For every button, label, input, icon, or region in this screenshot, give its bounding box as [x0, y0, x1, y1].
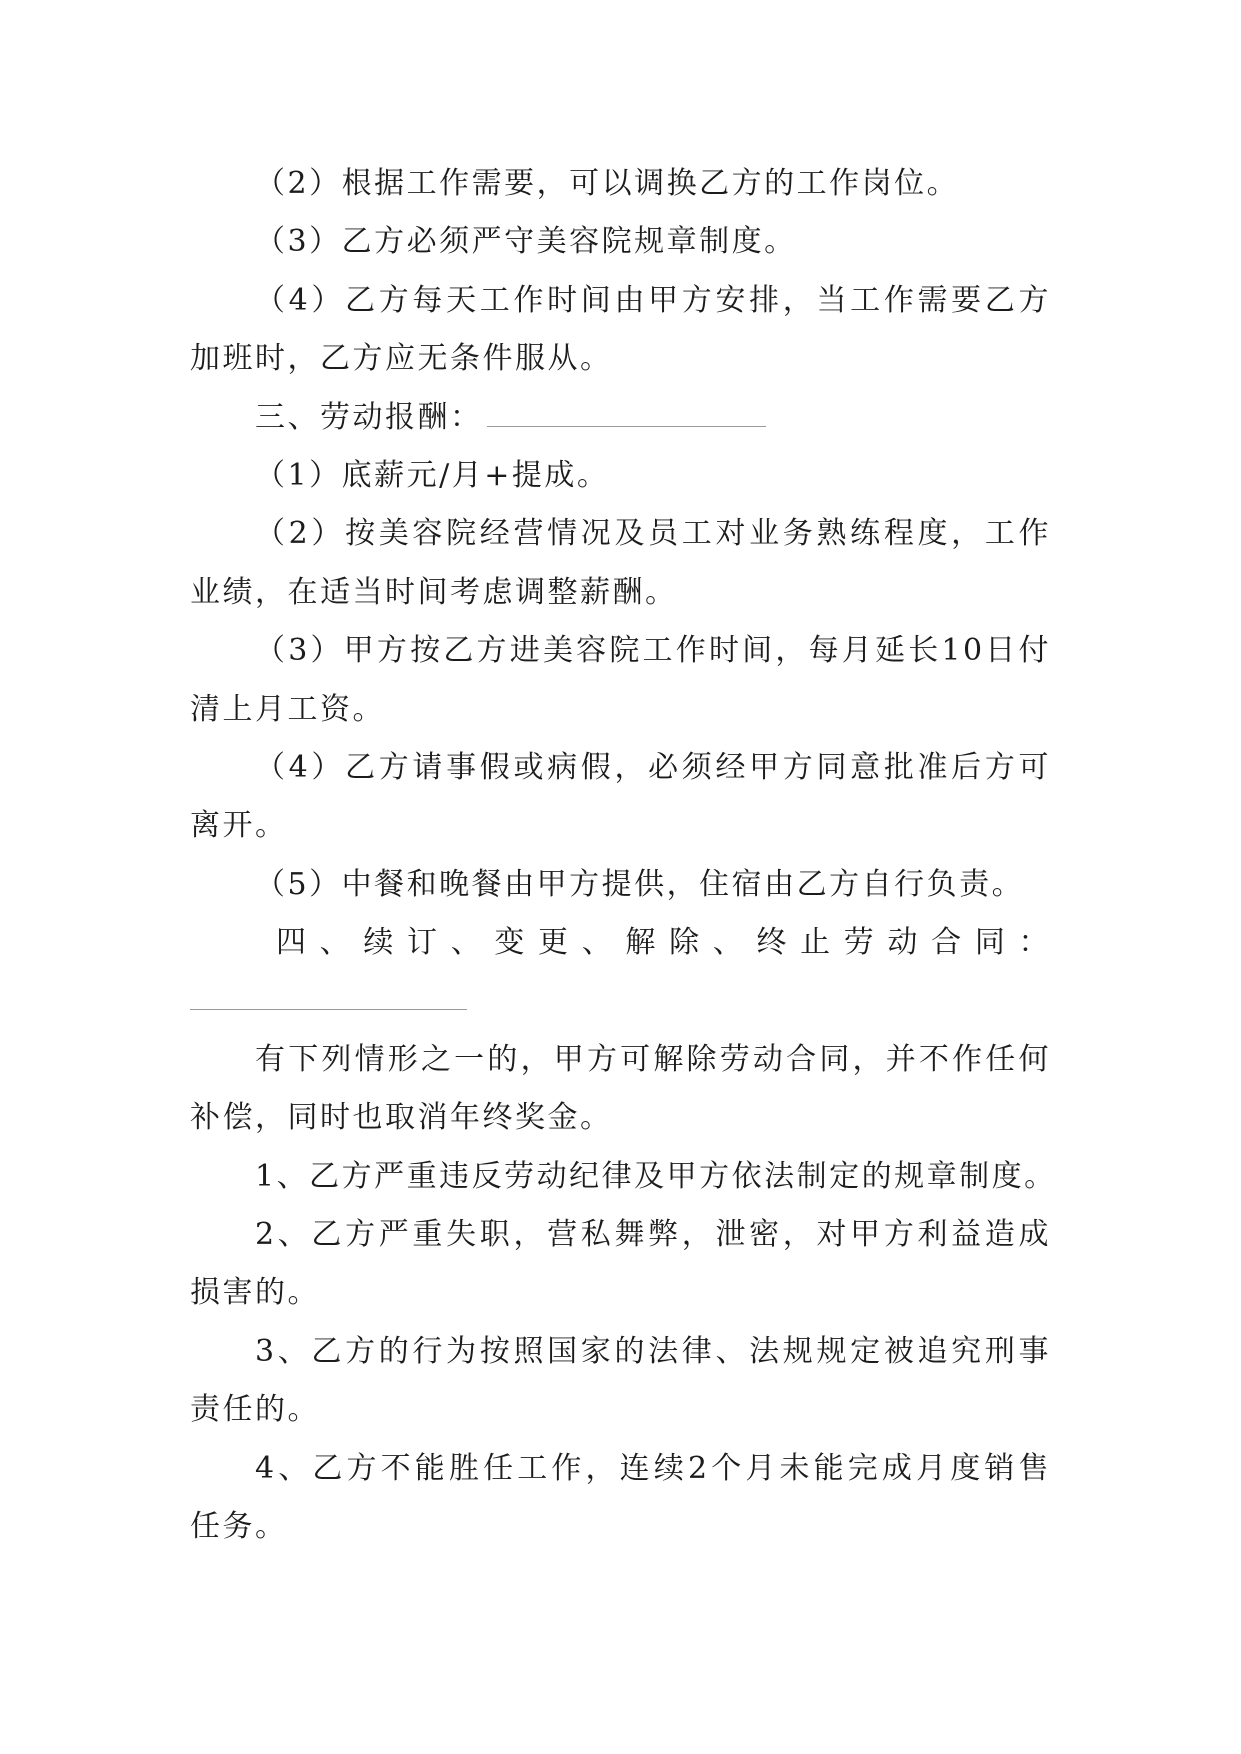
paragraph-remuneration-2	[190, 505, 1051, 622]
paragraph-line: （4）乙方每天工作时间由甲方安排，当工作需要乙方	[255, 282, 1051, 318]
section-heading-text: 四、续订、变更、解除、终止劳动合同：	[276, 925, 1051, 961]
paragraph-line: 责任的。	[190, 1392, 320, 1428]
blank-underline	[190, 987, 467, 1010]
paragraph-line: （2）根据工作需要，可以调换乙方的工作岗位。	[255, 166, 960, 201]
paragraph-remuneration-4	[190, 739, 1051, 856]
paragraph-line: 4、乙方不能胜任工作，连续2个月未能完成月度销售	[255, 1450, 1051, 1486]
paragraph-line: 业绩，在适当时间考虑调整薪酬。	[190, 574, 678, 610]
paragraph-line: 清上月工资。	[190, 691, 385, 727]
paragraph-line: （5）中餐和晚餐由甲方提供，住宿由乙方自行负责。	[255, 866, 1025, 902]
paragraph-duty-2	[190, 155, 1051, 213]
paragraph-termination-4	[190, 1440, 1051, 1557]
paragraph-line: 损害的。	[190, 1275, 320, 1311]
paragraph-line: （3）甲方按乙方进美容院工作时间，每月延长10日付	[255, 633, 1051, 669]
paragraph-line: 1、乙方严重违反劳动纪律及甲方依法制定的规章制度。	[255, 1158, 1057, 1194]
paragraph-remuneration-3	[190, 622, 1051, 739]
blank-underline-line	[190, 972, 1051, 1030]
paragraph-line: （2）按美容院经营情况及员工对业务熟练程度，工作	[255, 516, 1051, 552]
paragraph-remuneration-5	[190, 856, 1051, 914]
paragraph-line: 有下列情形之一的，甲方可解除劳动合同，并不作任何	[255, 1041, 1051, 1077]
section-heading-remuneration	[190, 389, 1051, 447]
paragraph-termination-2	[190, 1206, 1051, 1323]
paragraph-line: 加班时，乙方应无条件服从。	[190, 341, 613, 377]
section-heading-text: 三、劳动报酬：	[255, 399, 483, 435]
paragraph-termination-3	[190, 1323, 1051, 1440]
paragraph-duty-4	[190, 272, 1051, 389]
paragraph-line: 2、乙方严重失职，营私舞弊，泄密，对甲方利益造成	[255, 1217, 1051, 1253]
paragraph-termination-intro	[190, 1031, 1051, 1148]
paragraph-line: 补偿，同时也取消年终奖金。	[190, 1100, 613, 1136]
blank-underline	[487, 404, 766, 427]
paragraph-line: （1）底薪元/月+提成。	[255, 457, 610, 493]
paragraph-duty-3	[190, 213, 1051, 271]
section-heading-termination	[190, 914, 1051, 1031]
paragraph-line: 离开。	[190, 808, 288, 844]
paragraph-line: （3）乙方必须严守美容院规章制度。	[255, 224, 797, 260]
paragraph-line: 3、乙方的行为按照国家的法律、法规规定被追究刑事	[255, 1333, 1051, 1369]
paragraph-line: 任务。	[190, 1508, 288, 1544]
paragraph-remuneration-1	[190, 447, 1051, 505]
paragraph-line: （4）乙方请事假或病假，必须经甲方同意批准后方可	[255, 749, 1051, 785]
document-body	[190, 155, 1057, 1556]
paragraph-termination-1	[190, 1148, 1057, 1206]
